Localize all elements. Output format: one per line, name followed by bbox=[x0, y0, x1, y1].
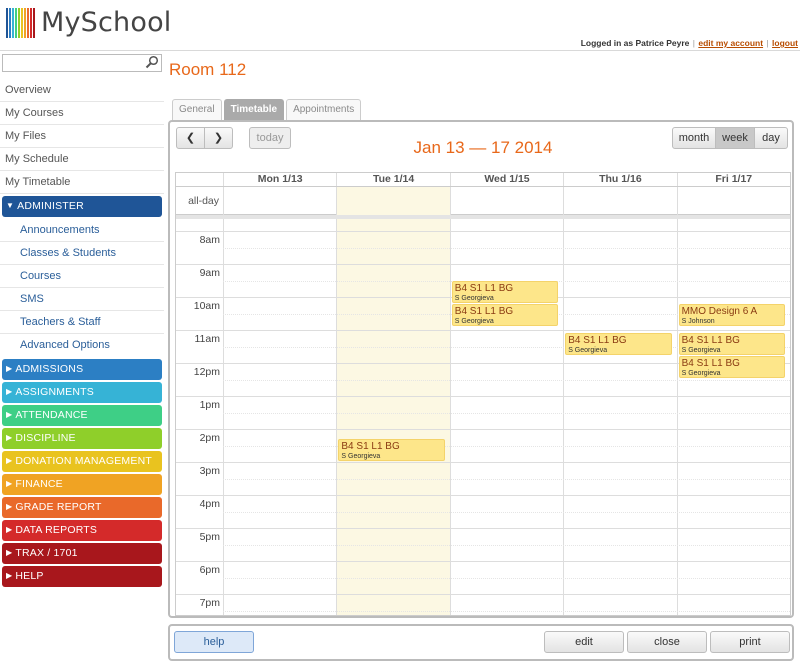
time-label: 1pm bbox=[199, 399, 220, 411]
event-teacher: S Georgieva bbox=[454, 294, 494, 302]
chevron-right-icon: ▶ bbox=[6, 364, 13, 373]
logo-bar bbox=[24, 8, 26, 38]
half-hour-line bbox=[223, 446, 790, 447]
logo-bar bbox=[30, 8, 32, 38]
logout-link[interactable]: logout bbox=[772, 38, 798, 48]
edit-account-link[interactable]: edit my account bbox=[698, 38, 764, 48]
edit-button[interactable]: edit bbox=[544, 631, 624, 653]
today-button[interactable]: today bbox=[249, 127, 291, 149]
sidebar-section-list bbox=[0, 359, 164, 587]
allday-label: all-day bbox=[188, 195, 219, 207]
day-view-button[interactable]: day bbox=[754, 127, 788, 149]
chevron-right-icon: ▶ bbox=[6, 502, 13, 511]
hour-line bbox=[176, 396, 790, 397]
week-view-button[interactable]: week bbox=[715, 127, 755, 149]
logo-bar bbox=[6, 8, 8, 38]
section-label: DISCIPLINE bbox=[15, 432, 76, 444]
sidebar-section-grade-report[interactable] bbox=[2, 497, 162, 518]
calendar-event[interactable] bbox=[679, 356, 785, 378]
sidebar-section-assignments[interactable] bbox=[2, 382, 162, 403]
time-label: 10am bbox=[193, 300, 220, 312]
tab-general[interactable]: General bbox=[172, 99, 222, 120]
event-title: B4 S1 L1 BG bbox=[681, 358, 740, 370]
sidebar-search bbox=[2, 54, 162, 74]
half-hour-line bbox=[223, 578, 790, 579]
section-label: HELP bbox=[15, 570, 44, 582]
sidebar-section-discipline[interactable] bbox=[2, 428, 162, 449]
event-title: B4 S1 L1 BG bbox=[454, 282, 514, 294]
hour-line bbox=[176, 561, 790, 562]
sidebar-section-trax-1701[interactable] bbox=[2, 543, 162, 564]
logo-bar bbox=[18, 8, 20, 38]
sidebar-section-help[interactable] bbox=[2, 566, 162, 587]
time-label: 9am bbox=[199, 267, 220, 279]
timetable-panel bbox=[168, 120, 794, 618]
logo-bar bbox=[33, 8, 35, 38]
time-label: 3pm bbox=[199, 465, 220, 477]
logo-bar bbox=[9, 8, 11, 38]
search-input[interactable] bbox=[2, 54, 162, 72]
sidebar-section-attendance[interactable] bbox=[2, 405, 162, 426]
sidebar-section-data-reports[interactable] bbox=[2, 520, 162, 541]
half-hour-line bbox=[223, 380, 790, 381]
hour-line bbox=[176, 264, 790, 265]
help-button[interactable]: help bbox=[174, 631, 254, 653]
logo-mark-icon bbox=[6, 8, 35, 38]
half-hour-line bbox=[223, 545, 790, 546]
day-header: Fri 1/17 bbox=[677, 173, 790, 186]
section-label: ADMISSIONS bbox=[15, 363, 84, 375]
logo-bar bbox=[21, 8, 23, 38]
account-bar bbox=[581, 38, 798, 48]
sidebar-subitem-classes-students[interactable]: Classes & Students bbox=[0, 242, 164, 265]
calendar-event[interactable] bbox=[452, 304, 558, 326]
day-column[interactable] bbox=[450, 219, 563, 615]
myschool-logo[interactable] bbox=[6, 4, 172, 38]
event-title: MMO Design 6 A bbox=[681, 305, 758, 317]
sidebar-item-my-courses[interactable]: My Courses bbox=[0, 102, 164, 125]
hour-line bbox=[176, 495, 790, 496]
section-label: DONATION MANAGEMENT bbox=[15, 455, 152, 467]
day-header: Mon 1/13 bbox=[223, 173, 336, 186]
time-label: 12pm bbox=[193, 366, 220, 378]
event-teacher: S Georgieva bbox=[681, 370, 721, 378]
separator: | bbox=[766, 38, 769, 48]
section-label: FINANCE bbox=[15, 478, 63, 490]
time-label: 2pm bbox=[199, 432, 220, 444]
sidebar-item-my-timetable[interactable]: My Timetable bbox=[0, 171, 164, 194]
hour-line bbox=[176, 330, 790, 331]
sidebar-section-donation-management[interactable] bbox=[2, 451, 162, 472]
sidebar-item-my-schedule[interactable]: My Schedule bbox=[0, 148, 164, 171]
half-hour-line bbox=[223, 413, 790, 414]
chevron-right-icon: ▶ bbox=[6, 548, 13, 557]
day-column[interactable] bbox=[563, 219, 676, 615]
day-header: Thu 1/16 bbox=[563, 173, 676, 186]
tab-appointments[interactable]: Appointments bbox=[286, 99, 361, 120]
hour-line bbox=[176, 429, 790, 430]
time-label: 8am bbox=[199, 234, 220, 246]
calendar-event[interactable] bbox=[338, 439, 444, 461]
half-hour-line bbox=[223, 479, 790, 480]
chevron-right-icon: ▶ bbox=[6, 571, 13, 580]
sidebar-subitem-announcements[interactable]: Announcements bbox=[0, 219, 164, 242]
section-label: GRADE REPORT bbox=[15, 501, 102, 513]
event-title: B4 S1 L1 BG bbox=[454, 305, 514, 317]
chevron-down-icon: ▼ bbox=[6, 201, 15, 210]
week-calendar-grid bbox=[175, 172, 791, 616]
hour-line bbox=[176, 528, 790, 529]
hour-line bbox=[176, 594, 790, 595]
hour-line bbox=[176, 462, 790, 463]
time-label: 4pm bbox=[199, 498, 220, 510]
allday-cell[interactable] bbox=[563, 187, 676, 215]
page-title: Room 112 bbox=[169, 60, 247, 79]
section-label: ASSIGNMENTS bbox=[15, 386, 94, 398]
allday-cell[interactable] bbox=[223, 187, 336, 215]
logo-bar bbox=[15, 8, 17, 38]
close-button[interactable]: close bbox=[627, 631, 707, 653]
separator: | bbox=[692, 38, 695, 48]
header-divider bbox=[0, 50, 800, 51]
sidebar-section-administer[interactable] bbox=[2, 196, 162, 217]
event-title: B4 S1 L1 BG bbox=[568, 335, 627, 347]
logo-bar bbox=[12, 8, 14, 38]
allday-cell[interactable] bbox=[450, 187, 563, 215]
action-bar bbox=[168, 624, 794, 661]
allday-row bbox=[176, 187, 790, 215]
calendar-event[interactable] bbox=[679, 304, 785, 326]
search-icon[interactable] bbox=[145, 55, 159, 69]
day-header: Tue 1/14 bbox=[336, 173, 449, 186]
half-hour-line bbox=[223, 248, 790, 249]
date-range-text: Jan 13 — 17 2014 bbox=[413, 138, 553, 157]
half-hour-line bbox=[223, 611, 790, 612]
time-label: 6pm bbox=[199, 564, 220, 576]
event-teacher: S Georgieva bbox=[681, 347, 721, 355]
chevron-right-icon: ▶ bbox=[6, 387, 13, 396]
tab-timetable[interactable]: Timetable bbox=[224, 99, 285, 120]
sidebar-subitem-sms[interactable]: SMS bbox=[0, 288, 164, 311]
time-label: 11am bbox=[194, 333, 220, 345]
day-header: Wed 1/15 bbox=[450, 173, 563, 186]
next-week-button[interactable]: ❯ bbox=[204, 127, 233, 149]
half-hour-line bbox=[223, 512, 790, 513]
day-column[interactable] bbox=[223, 219, 336, 615]
event-teacher: S Georgieva bbox=[341, 452, 381, 460]
prev-week-button[interactable]: ❮ bbox=[176, 127, 205, 149]
sidebar-subitem-courses[interactable]: Courses bbox=[0, 265, 164, 288]
sidebar-item-my-files[interactable]: My Files bbox=[0, 125, 164, 148]
chevron-right-icon: ▶ bbox=[6, 410, 13, 419]
logged-in-text: Logged in as Patrice Peyre bbox=[580, 38, 690, 48]
sidebar bbox=[0, 54, 164, 589]
section-label: ADMINISTER bbox=[17, 200, 84, 212]
event-title: B4 S1 L1 BG bbox=[341, 440, 400, 452]
time-grid bbox=[176, 219, 790, 615]
time-label: 5pm bbox=[199, 531, 220, 543]
sidebar-section-finance[interactable] bbox=[2, 474, 162, 495]
event-teacher: S Johnson bbox=[681, 317, 715, 325]
day-column[interactable] bbox=[677, 219, 790, 615]
sidebar-subitem-teachers-staff[interactable]: Teachers & Staff bbox=[0, 311, 164, 334]
event-teacher: S Georgieva bbox=[568, 347, 608, 355]
day-column[interactable] bbox=[336, 219, 449, 615]
event-title: B4 S1 L1 BG bbox=[681, 335, 740, 347]
chevron-right-icon: ▶ bbox=[6, 456, 13, 465]
event-teacher: S Georgieva bbox=[454, 317, 494, 325]
sidebar-section-admissions[interactable] bbox=[2, 359, 162, 380]
section-label: TRAX / 1701 bbox=[15, 547, 78, 559]
print-button[interactable]: print bbox=[710, 631, 790, 653]
section-label: ATTENDANCE bbox=[15, 409, 88, 421]
day-header-row bbox=[176, 173, 790, 187]
month-view-button[interactable]: month bbox=[672, 127, 716, 149]
section-label: DATA REPORTS bbox=[15, 524, 98, 536]
chevron-right-icon: ▶ bbox=[6, 479, 13, 488]
chevron-right-icon: ▶ bbox=[6, 525, 13, 534]
header-gutter bbox=[176, 173, 223, 186]
allday-cell[interactable] bbox=[677, 187, 790, 215]
sidebar-subitem-advanced-options[interactable]: Advanced Options bbox=[20, 339, 110, 351]
sidebar-item-overview[interactable]: Overview bbox=[0, 79, 164, 102]
allday-cell[interactable] bbox=[336, 187, 449, 215]
calendar-event[interactable] bbox=[565, 333, 671, 355]
calendar-event[interactable] bbox=[679, 333, 785, 355]
chevron-right-icon: ▶ bbox=[6, 433, 13, 442]
logo-bar bbox=[27, 8, 29, 38]
calendar-event[interactable] bbox=[452, 281, 558, 303]
hour-line bbox=[176, 231, 790, 232]
tab-bar bbox=[172, 99, 361, 120]
logo-text: MySchool bbox=[41, 7, 172, 38]
time-label: 7pm bbox=[199, 597, 220, 609]
